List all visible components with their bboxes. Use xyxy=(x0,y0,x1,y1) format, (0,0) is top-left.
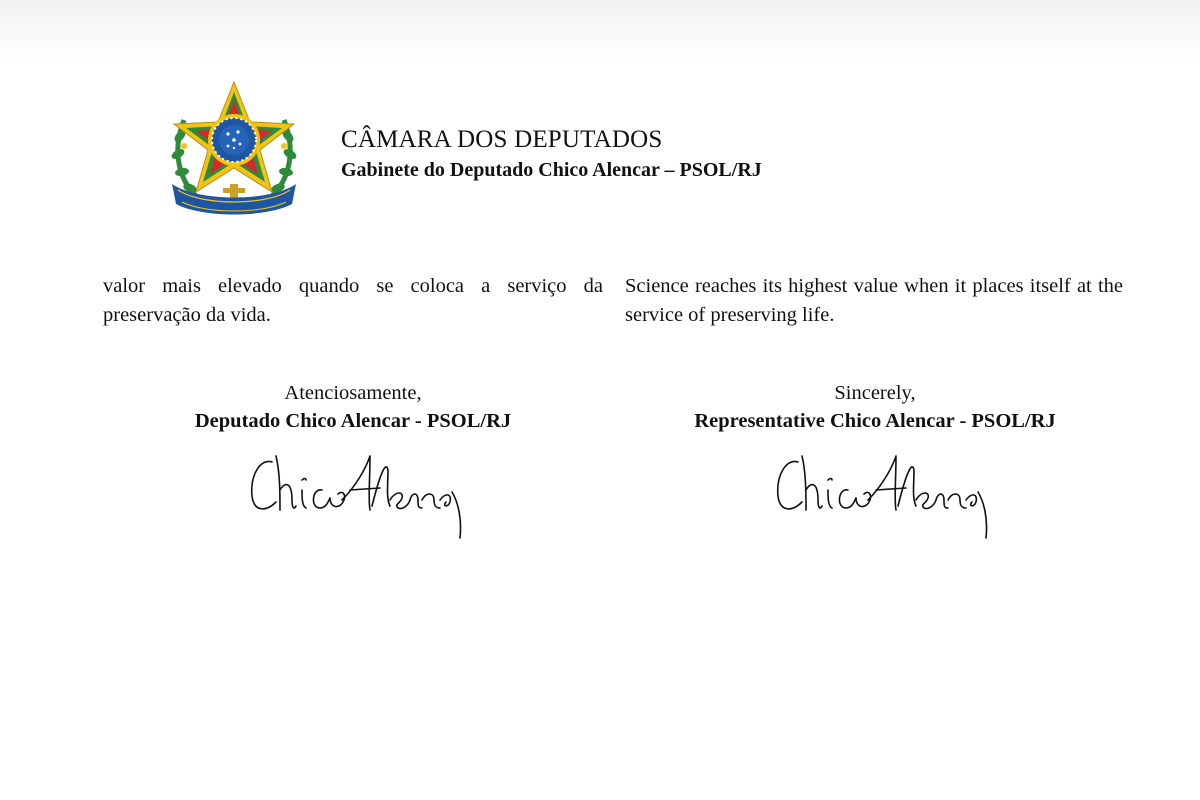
brazil-coat-of-arms-icon xyxy=(168,80,300,220)
handwritten-signature-english xyxy=(772,450,1002,542)
office-name: Gabinete do Deputado Chico Alencar – PSOL/RJ xyxy=(341,159,762,181)
signer-portuguese: Deputado Chico Alencar - PSOL/RJ xyxy=(194,410,512,432)
signer-english: Representative Chico Alencar - PSOL/RJ xyxy=(694,410,1056,432)
salutation-portuguese: Atenciosamente, xyxy=(284,382,422,404)
page-top-shadow xyxy=(0,0,1200,60)
body-text-english: Science reaches its highest value when it places itself at the service of preserving life. xyxy=(625,275,1123,326)
closing-portuguese xyxy=(103,379,603,435)
institution-name: CÂMARA DOS DEPUTADOS xyxy=(341,126,663,153)
handwritten-signature-portuguese xyxy=(246,450,476,542)
closing-english xyxy=(625,379,1125,435)
body-text-portuguese: valor mais elevado quando se coloca a serviço da preservação da vida. xyxy=(103,275,603,326)
letterhead xyxy=(341,126,762,183)
salutation-english: Sincerely, xyxy=(834,382,916,404)
